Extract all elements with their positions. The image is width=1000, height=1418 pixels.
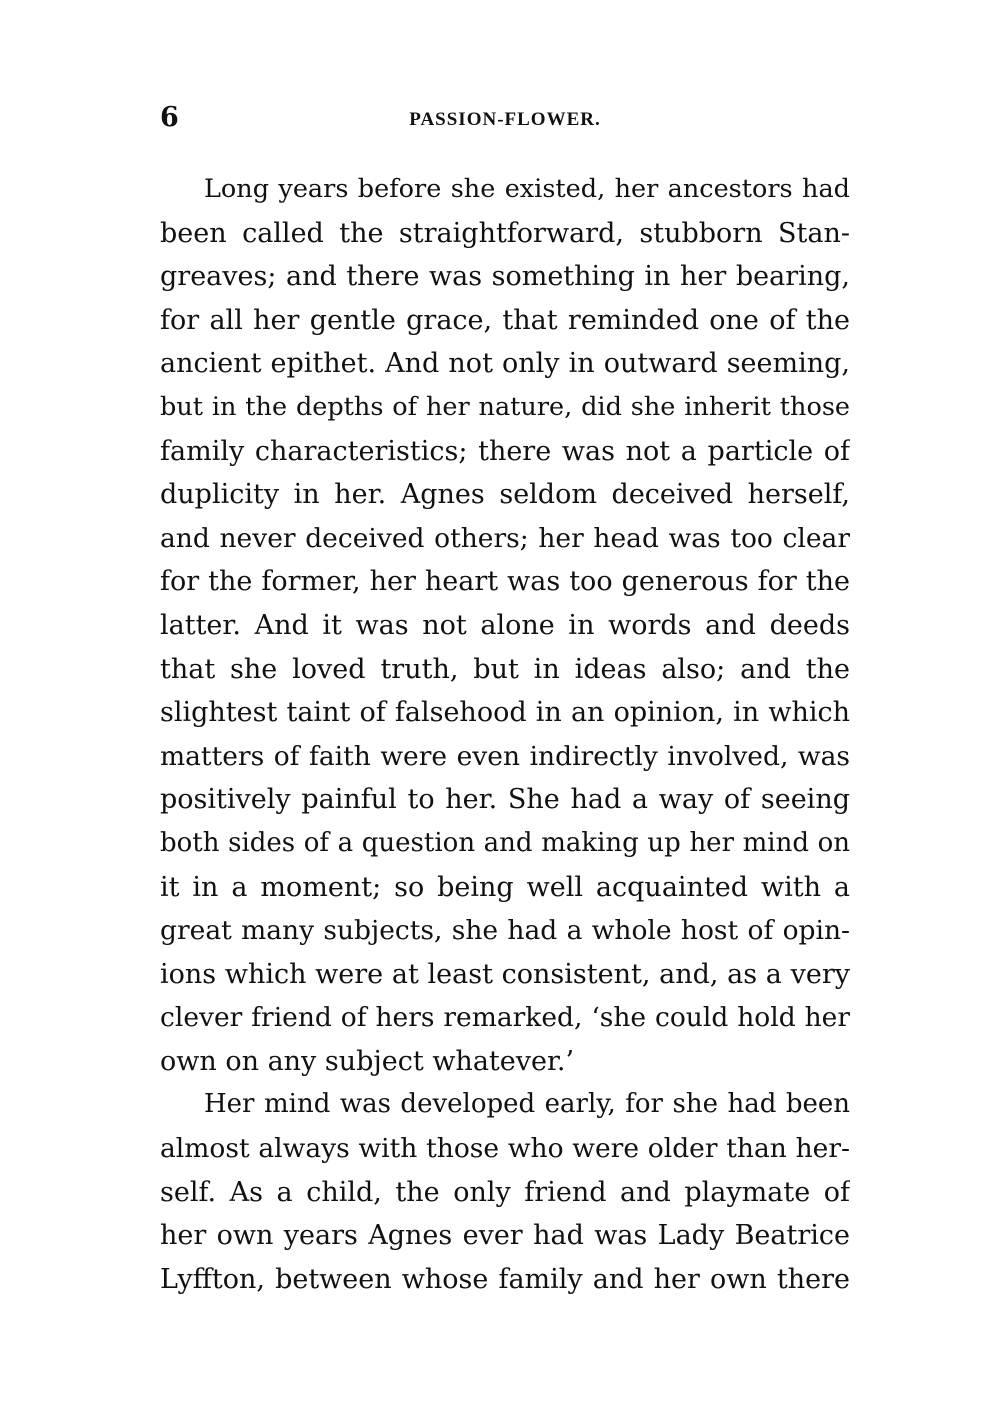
text-line: slightest taint of falsehood in an opinion, in which <box>160 697 850 729</box>
body-text <box>160 168 850 1301</box>
text-line: great many subjects, she had a whole host of opin- <box>160 915 850 947</box>
text-line: duplicity in her. Agnes seldom deceived herself, <box>160 479 850 511</box>
text-line: Lyffton, between whose family and her own there <box>160 1263 850 1295</box>
text-line: ancient epithet. And not only in outward seeming, <box>160 348 850 380</box>
text-line: almost always with those who were older than her- <box>160 1133 850 1165</box>
text-line: family characteristics; there was not a particle of <box>160 435 850 467</box>
text-line: for the former, her heart was too generous for the <box>160 566 850 598</box>
page-number: 6 <box>160 102 179 133</box>
text-line: Long years before she existed, her ancestors had <box>204 174 850 204</box>
text-line: but in the depths of her nature, did she inherit those <box>160 391 850 422</box>
running-head <box>160 98 850 138</box>
text-line: both sides of a question and making up her mind on <box>160 827 850 858</box>
text-line: greaves; and there was something in her bearing, <box>160 261 850 293</box>
running-title: PASSION-FLOWER. <box>409 109 601 130</box>
text-line: latter. And it was not alone in words and deeds <box>160 609 850 641</box>
text-line: it in a moment; so being well acquainted with a <box>160 871 850 903</box>
text-line: been called the straightforward, stubborn Stan- <box>160 217 850 249</box>
text-line: and never deceived others; her head was too clear <box>160 522 850 554</box>
text-line: clever friend of hers remarked, ‘she could hold her <box>160 1002 850 1034</box>
text-line: her own years Agnes ever had was Lady Beatrice <box>160 1220 850 1252</box>
text-line: that she loved truth, but in ideas also; and the <box>160 653 850 685</box>
text-line: positively painful to her. She had a way of seeing <box>160 784 850 816</box>
text-line: own on any subject whatever.’ <box>160 1045 575 1077</box>
text-line: matters of faith were even indirectly involved, was <box>160 740 850 772</box>
text-line: Her mind was developed early, for she had been <box>204 1089 850 1120</box>
text-line: for all her gentle grace, that reminded one of the <box>160 304 850 336</box>
text-line: ions which were at least consistent, and, as a very <box>160 958 850 990</box>
text-line: self. As a child, the only friend and playmate of <box>160 1176 850 1208</box>
